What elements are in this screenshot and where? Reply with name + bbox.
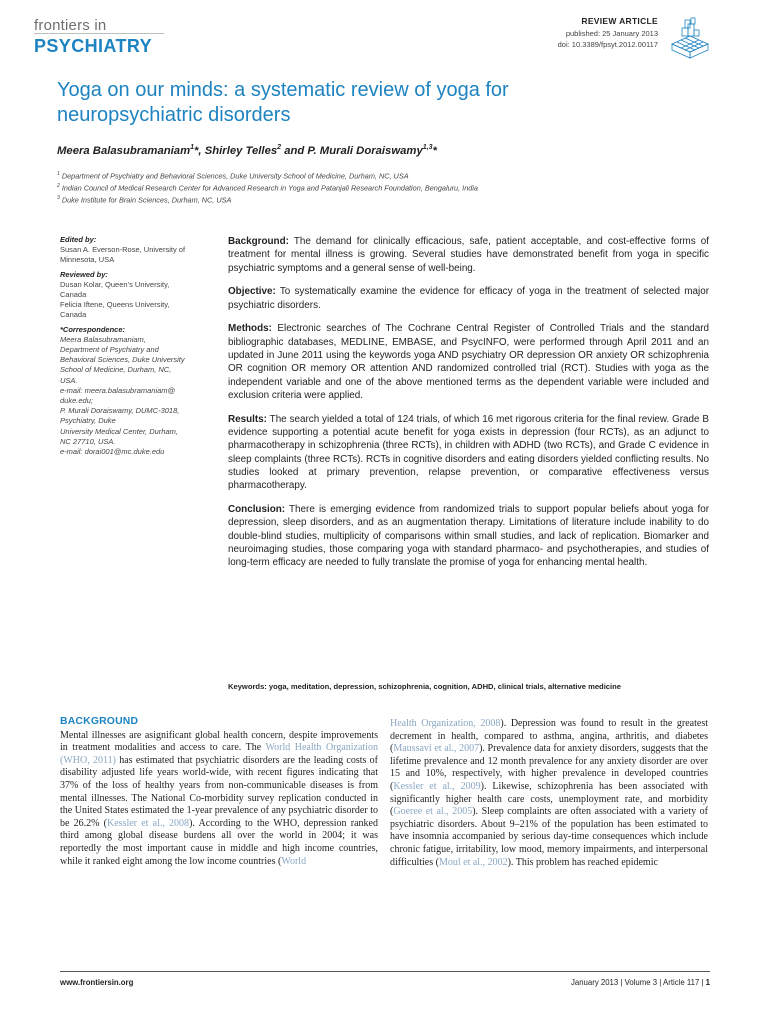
correspondence-line: Meera Balasubramaniam, (60, 334, 146, 344)
footer-url-link[interactable]: www.frontiersin.org (60, 978, 134, 987)
affiliation-number: 2 (57, 183, 60, 189)
body-text: ). According to the WHO, depression ranked third among global disease burdens all over the world in 2004; it was reportedly the most important cause in middle and high income countries, while it ranked eight among the low income countries ( (60, 817, 378, 867)
body-text: has estimated that psychiatric disorders are the leading costs of disability adjusted life years world-wide, with recent figures indicating that 37% of the loss of healthy years from non-communicable diseases is from mental illnesses. The National Co-morbidity survey replication conducted in the United States estimated the 1-year prevalence of any psychiatric disorder to be 26.2% ( (60, 754, 379, 829)
abstract-methods (228, 322, 709, 402)
correspondence-marker: *, (194, 144, 202, 157)
edited-by-label: Edited by: (60, 235, 97, 244)
email-link[interactable]: e-mail: meera.balasubramaniam@ (60, 385, 176, 395)
citation-link[interactable]: World (281, 855, 307, 867)
footer-issue-info (440, 978, 710, 987)
reviewer-line: Felicia Iftene, Queens University, (60, 300, 170, 310)
affiliation (57, 193, 737, 205)
footer-divider (60, 971, 710, 972)
editorial-sidebar (60, 235, 220, 457)
author-conjunction: and (284, 144, 305, 157)
affiliation-text: Indian Council of Medical Research Center for Advanced Research in Yoga and Patanjali Research Foundation, Bengaluru, India (61, 183, 478, 193)
author-name[interactable]: P. Murali Doraiswamy (307, 144, 423, 157)
body-text: ). Prevalence data for anxiety disorders, suggests that the lifetime prevalence and 12 month prevalence for any anxiety disorder are over 15 and 10%, respectively, with higher prevalence in developed countries ( (390, 743, 708, 792)
correspondence-line: P. Murali Doraiswamy, DUMC-3018, (60, 406, 180, 416)
correspondence-line: Psychiatry, Duke (60, 416, 116, 426)
page-number: 1 (705, 978, 710, 987)
reviewed-by-label: Reviewed by: (60, 269, 108, 279)
title-line-2: neuropsychiatric disorders (57, 104, 291, 126)
affiliation-marker: 2 (277, 144, 282, 151)
email-link[interactable]: duke.edu; (60, 396, 93, 406)
abstract-results (228, 413, 709, 493)
journal-logo-psychiatry[interactable]: PSYCHIATRY (34, 36, 153, 56)
citation-link[interactable]: Maussavi et al., 2007 (393, 743, 480, 755)
citation-link[interactable]: Health Organization, 2008 (390, 718, 501, 729)
correspondence-label: *Correspondence: (60, 324, 126, 334)
body-column-left (60, 716, 378, 868)
affiliation-number: 1 (57, 171, 60, 177)
abstract-methods-text: Electronic searches of The Cochrane Central Register of Controlled Trials and the standard bibliographic databases, MEDLINE, EMBASE, and PsycINFO, were performed through April 2011 and an updated in June 2011 using the keywords yoga AND psychiatry OR depression OR anxiety OR schizophrenia OR cognition OR memory OR attention AND randomized controlled trial (RCT). Studies with yoga as the independent variable and one of the above mentioned terms as the dependent variable were included and exclusion criteria were applied. (228, 323, 709, 401)
body-text: Mental illnesses are asignificant global health concern, despite improvements in treatment modalities and access to care. The (60, 729, 378, 754)
body-text: ). Depression was found to result in the greatest decrement in health, compared to asthma, angina, arthritis, and diabetes ( (390, 718, 708, 755)
article-title (57, 78, 697, 128)
citation-link[interactable]: Kessler et al., 2009 (393, 780, 481, 792)
correspondence-line: NC 27710, USA. (60, 436, 116, 446)
abstract-conclusion (228, 503, 709, 569)
issue-text: January 2013 | Volume 3 | Article 117 | (570, 978, 706, 987)
abstract-background-text: The demand for clinically efficacious, safe, patient acceptable, and cost-effective forms of treatment for mental illness is growing. Several studies have demonstrated benefit from yoga in specific psychiatric symptoms and a general sense of well-being. (228, 236, 709, 274)
author-name[interactable]: Shirley Telles (204, 144, 278, 157)
body-text: ). Sleep complaints are often associated with a variety of psychiatric disorders. About 9–21% of the population has been estimated to have insomnia accompanied by serious day-time consequences which include chronic fatigue, irritability, low mood, memory impairments, and interpersonal difficulties ( (390, 806, 708, 868)
published-date: published: 25 January 2013 (565, 29, 658, 38)
citation-link[interactable]: Goeree et al., 2005 (393, 806, 473, 818)
stacked-cube-icon (668, 14, 712, 60)
correspondence-line: USA. (60, 375, 78, 385)
editor-line: Susan A. Everson-Rose, University of (60, 245, 186, 255)
affiliation-text: Department of Psychiatry and Behavioral Sciences, Duke University School of Medicine, Durham, NC, USA (61, 171, 409, 181)
abstract-objective (228, 285, 709, 312)
affiliation-marker: 1 (190, 144, 195, 151)
citation-link[interactable]: Moul et al., 2002 (438, 856, 508, 868)
reviewer-line: Canada (60, 290, 87, 300)
journal-logo-frontiers[interactable]: frontiers in (34, 17, 107, 34)
correspondence-line: School of Medicine, Durham, NC, (60, 365, 172, 375)
abstract-results-text: The search yielded a total of 124 trials, of which 16 met rigorous criteria for the final review. Grade B evidence supporting a potential acute benefit for yoga exists in depression (four RCTs), as an adjunct to pharmacotherapy in schizophrenia (three RCTs), in children with ADHD (two RCTs), and Grade C evidence in sleep complaints (three RCTs). RCTs in cognitive disorders and eating disorders yielded conflicting results. No studies looked at primary prevention, relapse prevention, or comparative effectiveness versus pharmacotherapy. (228, 413, 709, 492)
body-text: ). This problem has reached epidemic (507, 856, 658, 868)
body-text: ). Likewise, schizophrenia has been associated with significantly higher health care costs, unemployment rate, and morbidity ( (390, 780, 708, 818)
abstract-conclusion-label: Conclusion: (228, 504, 286, 516)
citation-link[interactable]: World Health Organization (WHO, 2011) (60, 742, 378, 766)
email-link[interactable]: e-mail: dorai001@mc.duke.edu (60, 447, 165, 457)
reviewer-line: Dusan Kolar, Queen’s University, (60, 279, 170, 289)
keywords: Keywords: yoga, meditation, depression, schizophrenia, cognition, ADHD, clinical trials, alternative medicine (228, 682, 621, 691)
citation-link[interactable]: Kessler et al., 2008 (107, 817, 190, 829)
abstract-results-label: Results: (228, 413, 267, 425)
correspondence-marker: * (432, 144, 437, 157)
doi-link[interactable]: doi: 10.3389/fpsyt.2012.00117 (557, 40, 658, 49)
abstract-methods-label: Methods: (228, 323, 272, 335)
abstract-objective-label: Objective: (228, 286, 276, 298)
correspondence-line: University Medical Center, Durham, (60, 426, 178, 436)
affiliation (57, 181, 737, 193)
abstract (228, 235, 709, 580)
correspondence-line: Behavioral Sciences, Duke University (60, 355, 185, 365)
article-type-label: REVIEW ARTICLE (581, 16, 658, 26)
affiliation-number: 3 (57, 195, 60, 201)
abstract-conclusion-text: There is emerging evidence from randomized trials to support popular beliefs about yoga for depression, sleep disorders, and as an augmentation therapy. Limitations of literature include inability to do double-blind studies, multiplicity of comparisons within small studies, and lack of replication. Biomarker and neuroimaging studies, those comparing yoga with standard pharmaco- and psychotherapies, and studies of long-term efficacy are needed to fully translate the promise of yoga for enhancing mental health. (228, 504, 709, 569)
affiliation-text: Duke Institute for Brain Sciences, Durham, NC, USA (61, 195, 232, 205)
abstract-background-label: Background: (228, 236, 289, 247)
affiliation (57, 169, 737, 181)
section-heading: BACKGROUND (60, 716, 139, 727)
affiliation-marker: 1,3 (422, 144, 433, 151)
author-name[interactable]: Meera Balasubramaniam (57, 144, 191, 157)
title-line-1: Yoga on our minds: a systematic review of yoga for (57, 79, 509, 101)
editor-line: Minnesota, USA (60, 255, 115, 265)
author-list (57, 144, 737, 157)
body-column-right (390, 718, 708, 869)
reviewer-line: Canada (60, 310, 87, 320)
abstract-background (228, 235, 709, 275)
abstract-objective-text: To systematically examine the evidence for efficacy of yoga in the treatment of selected major psychiatric disorders. (228, 286, 709, 311)
correspondence-line: Department of Psychiatry and (60, 345, 159, 355)
